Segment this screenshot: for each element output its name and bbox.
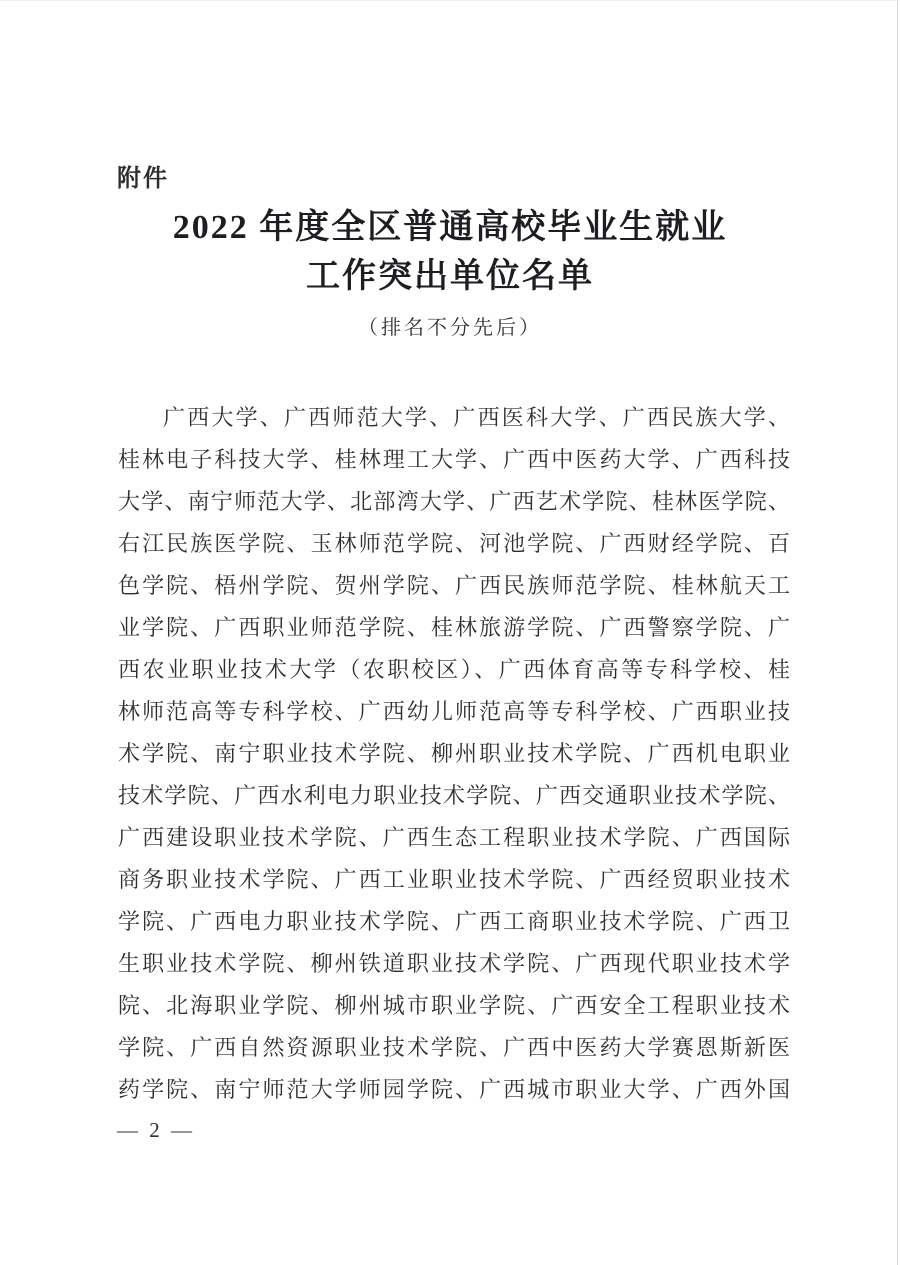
paragraph-line: 生职业技术学院、柳州铁道职业技术学院、广西现代职业技术学 (118, 951, 790, 976)
paragraph-line: 色学院、梧州学院、贺州学院、广西民族师范学院、桂林航天工 (118, 573, 790, 598)
paragraph-line: 右江民族医学院、玉林师范学院、河池学院、广西财经学院、百 (118, 531, 790, 556)
document-title (60, 203, 840, 301)
paragraph-line: 院、北海职业学院、柳州城市职业学院、广西安全工程职业技术 (118, 993, 790, 1018)
paragraph-line: 桂林电子科技大学、桂林理工大学、广西中医药大学、广西科技 (118, 447, 790, 472)
paragraph-line: 广西大学、广西师范大学、广西医科大学、广西民族大学、 (163, 405, 790, 430)
attachment-label: 附件 (117, 165, 169, 192)
paragraph-line: 药学院、南宁师范大学师园学院、广西城市职业大学、广西外国 (118, 1077, 790, 1102)
paragraph-line: 商务职业技术学院、广西工业职业技术学院、广西经贸职业技术 (118, 867, 790, 892)
ranking-note: （排名不分先后） (358, 317, 542, 339)
paragraph-line: 技术学院、广西水利电力职业技术学院、广西交通职业技术学院、 (118, 783, 790, 808)
paragraph-line: 西农业职业技术大学（农职校区）、广西体育高等专科学校、桂 (118, 657, 790, 682)
document-title-line2: 工作突出单位名单 (306, 258, 594, 295)
paragraph-line: 大学、南宁师范大学、北部湾大学、广西艺术学院、桂林医学院、 (118, 489, 790, 514)
paragraph-line: 术学院、南宁职业技术学院、柳州职业技术学院、广西机电职业 (118, 741, 790, 766)
university-list-paragraph (118, 397, 790, 1111)
page-number: — 2 — (117, 1118, 195, 1142)
document-title-line1: 2022 年度全区普通高校毕业生就业 (172, 209, 728, 246)
paragraph-line: 业学院、广西职业师范学院、桂林旅游学院、广西警察学院、广 (118, 615, 790, 640)
paragraph-line: 学院、广西电力职业技术学院、广西工商职业技术学院、广西卫 (118, 909, 790, 934)
paragraph-line: 林师范高等专科学校、广西幼儿师范高等专科学校、广西职业技 (118, 699, 790, 724)
scan-edge-line (897, 1, 898, 1265)
paragraph-line: 学院、广西自然资源职业技术学院、广西中医药大学赛恩斯新医 (118, 1035, 790, 1060)
paragraph-line: 广西建设职业技术学院、广西生态工程职业技术学院、广西国际 (118, 825, 790, 850)
